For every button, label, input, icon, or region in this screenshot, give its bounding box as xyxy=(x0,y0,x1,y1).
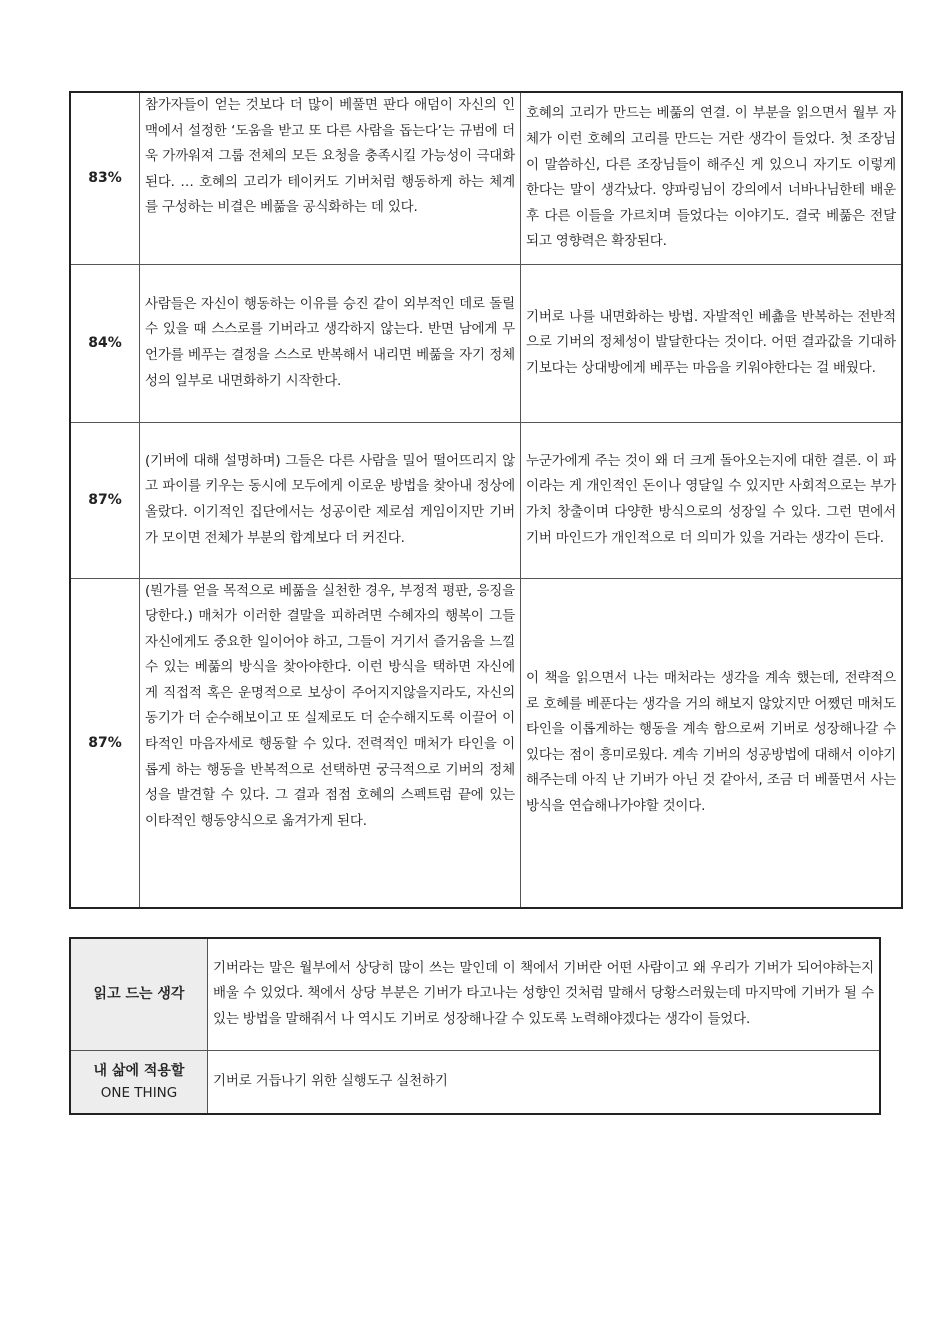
reflection-text: 호혜의 고리가 만드는 베풂의 연결. 이 부분을 읽으면서 월부 자체가 이런 호혜의 고리를 만드는 거란 생각이 들었다. 첫 조장님이 말씀하신, 다른 조장님들이 해주신 게 있으니 자기도 이렇게 한다는 말이 생각났다. 양파링님이 강의에서 너바나님한테 배운 후 다른 이들을 가르치며 들었다는 이야기도. 결국 베풂은 전달되고 영향력은 확장된다. xyxy=(521,92,903,264)
one-thing-label-title: 내 삶에 적용할 xyxy=(93,1062,185,1079)
reflection-text: 누군가에게 주는 것이 왜 더 크게 돌아오는지에 대한 결론. 이 파이라는 게 개인적인 돈이나 영달일 수 있지만 사회적으로는 부가가치 창출이며 다양한 방식으로의 성장일 수 있다. 그런 면에서 기버 마인드가 개인적으로 더 의미가 있을 거라는 생각이 든다. xyxy=(521,422,903,578)
table-row xyxy=(70,422,902,578)
thoughts-text: 기버라는 말은 월부에서 상당히 많이 쓰는 말인데 이 책에서 기버란 어떤 사람이고 왜 우리가 기버가 되어야하는지 배울 수 있었다. 책에서 상당 부분은 기버가 타고나는 성향인 것처럼 말해서 당황스러웠는데 마지막에 기버가 될 수 있는 방법을 말해줘서 나 역시도 기버로 성장해나갈 수 있도록 노력해야겠다는 생각이 들었다. xyxy=(208,938,881,1050)
thoughts-label: 읽고 드는 생각 xyxy=(70,938,208,1050)
quote-text: (기버에 대해 설명하며) 그들은 다른 사람을 밀어 떨어뜨리지 않고 파이를 키우는 동시에 모두에게 이로운 방법을 찾아내 정상에 올랐다. 이기적인 집단에서는 성공이란 제로섬 게임이지만 기버가 모이면 전체가 부분의 합계보다 더 커진다. xyxy=(140,422,521,578)
table-row xyxy=(70,264,902,422)
table-row xyxy=(70,938,880,1050)
table-row xyxy=(70,92,902,264)
summary-table xyxy=(69,937,881,1115)
table-row xyxy=(70,1050,880,1114)
quote-text: (뭔가를 얻을 목적으로 베풂을 실천한 경우, 부정적 평판, 응징을 당한다.) 매처가 이러한 결말을 피하려면 수혜자의 행복이 그들 자신에게도 중요한 일이어야 하고, 그들이 거기서 즐거움을 느낄 수 있는 베풂의 방식을 찾아야한다. 이런 방식을 택하면 자신에게 직접적 혹은 운명적으로 보상이 주어지지않을지라도, 자신의 동기가 더 순수해보이고 또 실제로도 더 순수해지도록 이끌어 이타적인 마음자세로 행동할 수 있다. 전력적인 매처가 타인을 이롭게 하는 행동을 반복적으로 선택하면 궁극적으로 기버의 정체성을 발견할 수 있다. 그 결과 점점 호혜의 스펙트럼 끝에 있는 이타적인 행동양식으로 옮겨가게 된다. xyxy=(140,578,521,908)
progress-percent: 87% xyxy=(70,578,140,908)
one-thing-label xyxy=(70,1050,208,1114)
table-row xyxy=(70,578,902,908)
progress-percent: 83% xyxy=(70,92,140,264)
reflection-text: 이 책을 읽으면서 나는 매처라는 생각을 계속 했는데, 전략적으로 호혜를 베푼다는 생각을 거의 해보지 않았지만 어쨌던 매처도 타인을 이롭게하는 행동을 계속 함으로써 기버로 성장해나갈 수 있다는 점이 흥미로웠다. 계속 기버의 성공방법에 대해서 이야기해주는데 아직 난 기버가 아닌 것 같아서, 조금 더 베풀면서 사는 방식을 연습해나가야할 것이다. xyxy=(521,578,903,908)
quote-text: 사람들은 자신이 행동하는 이유를 승진 같이 외부적인 데로 돌릴 수 있을 때 스스로를 기버라고 생각하지 않는다. 반면 남에게 무언가를 베푸는 결정을 스스로 반복해서 내리면 베풂을 자기 정체성의 일부로 내면화하기 시작한다. xyxy=(140,264,521,422)
reflection-text: 기버로 나를 내면화하는 방법. 자발적인 베춂을 반복하는 전반적으로 기버의 정체성이 발달한다는 것이다. 어떤 결과값을 기대하기보다는 상대방에게 베푸는 마음을 키워야한다는 걸 배웠다. xyxy=(521,264,903,422)
quote-text: 참가자들이 얻는 것보다 더 많이 베풀면 판다 애덤이 자신의 인맥에서 설정한 ‘도움을 받고 또 다른 사람을 돕는다’는 규범에 더욱 가까워져 그룹 전체의 모든 요청을 충족시킬 가능성이 극대화된다. … 호혜의 고리가 테이커도 기버처럼 행동하게 하는 체계를 구성하는 비결은 베풂을 공식화하는 데 있다. xyxy=(140,92,521,264)
progress-percent: 84% xyxy=(70,264,140,422)
quotes-table xyxy=(69,91,903,909)
progress-percent: 87% xyxy=(70,422,140,578)
one-thing-text: 기버로 거듭나기 위한 실행도구 실천하기 xyxy=(208,1050,881,1114)
one-thing-label-subtitle: ONE THING xyxy=(100,1084,178,1101)
